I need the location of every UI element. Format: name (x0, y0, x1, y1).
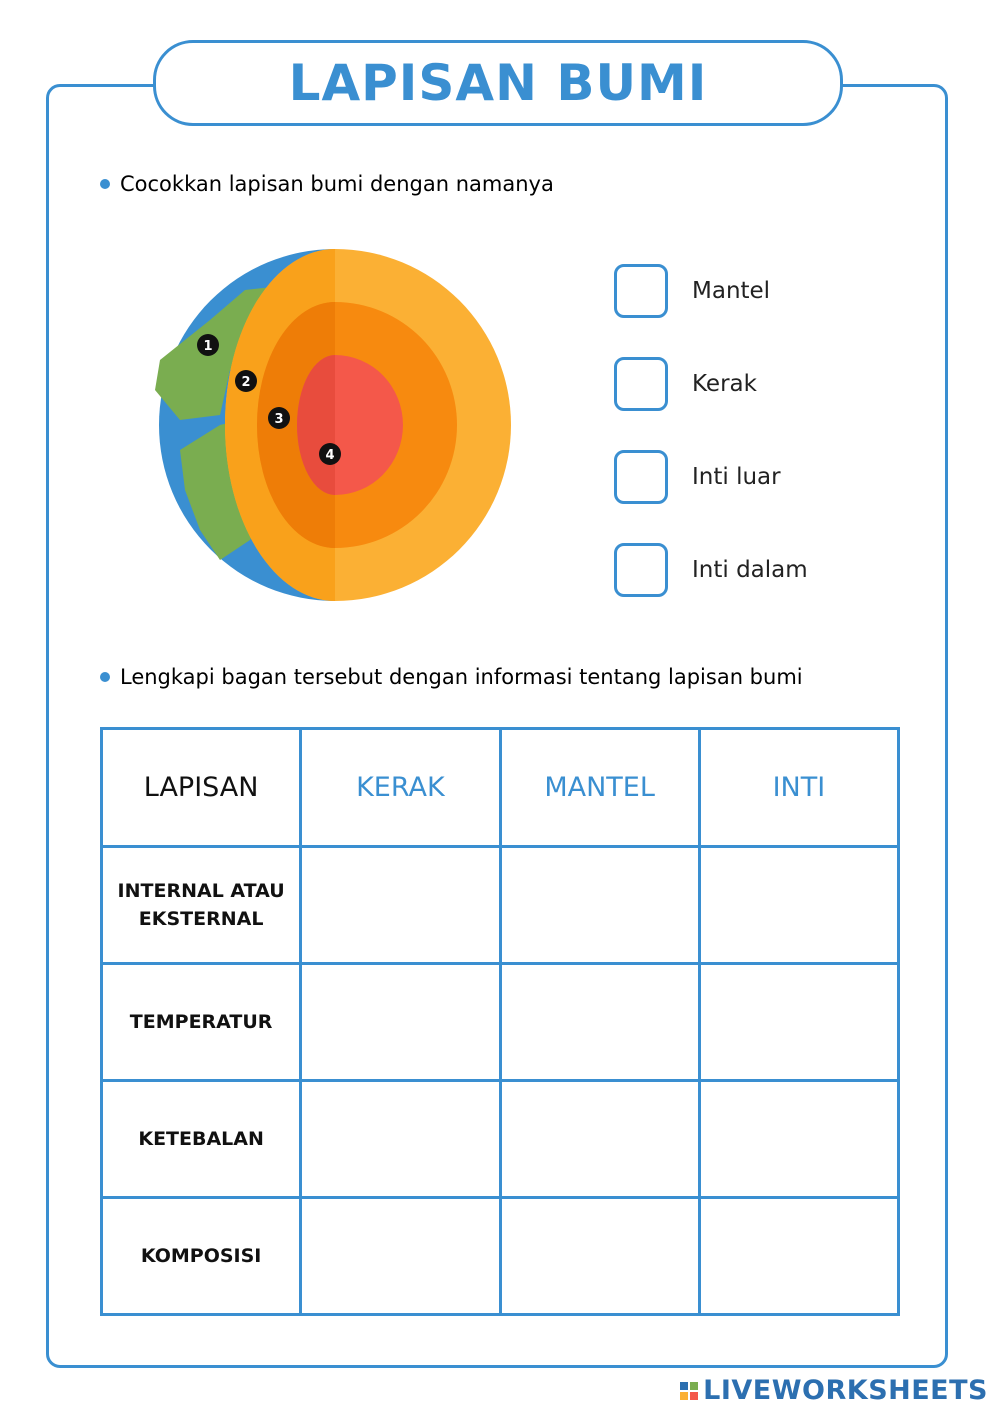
brand-name: LIVEWORKSHEETS (703, 1375, 988, 1406)
marker-3 (268, 407, 290, 429)
marker-2 (235, 370, 257, 392)
row-label-internal-eksternal (102, 847, 301, 964)
answer-cell-kerak-komposisi[interactable] (301, 1198, 500, 1315)
answer-cell-mantel-komposisi[interactable] (500, 1198, 699, 1315)
marker-1 (197, 334, 219, 356)
row-label-line: EKSTERNAL (138, 908, 264, 930)
option-kerak (614, 356, 808, 412)
table-row (102, 847, 899, 964)
row-label-ketebalan: KETEBALAN (102, 1081, 301, 1198)
answer-box-kerak[interactable] (614, 357, 668, 411)
answer-box-mantel[interactable] (614, 264, 668, 318)
svg-text:4: 4 (325, 448, 335, 463)
marker-4 (319, 443, 341, 465)
option-label-kerak: Kerak (692, 371, 757, 397)
answer-cell-mantel-temperatur[interactable] (500, 964, 699, 1081)
instruction-table-text: Lengkapi bagan tersebut dengan informasi tentang lapisan bumi (120, 665, 803, 689)
bullet-icon (100, 672, 110, 682)
svg-text:1: 1 (203, 339, 213, 354)
matching-options (614, 263, 808, 635)
answer-cell-inti-ketebalan[interactable] (699, 1081, 898, 1198)
row-label-line: INTERNAL ATAU (117, 880, 285, 902)
row-label-temperatur: TEMPERATUR (102, 964, 301, 1081)
answer-cell-kerak-internal[interactable] (301, 847, 500, 964)
instruction-matching-text: Cocokkan lapisan bumi dengan namanya (120, 172, 554, 196)
svg-text:2: 2 (241, 375, 251, 390)
answer-box-inti-luar[interactable] (614, 450, 668, 504)
svg-text:3: 3 (274, 412, 284, 427)
option-label-inti-dalam: Inti dalam (692, 557, 808, 583)
instruction-matching (100, 172, 554, 196)
instruction-table (100, 665, 803, 689)
liveworksheets-logo-icon (680, 1382, 698, 1400)
title-banner (153, 40, 843, 126)
option-mantel (614, 263, 808, 319)
table-row (102, 1198, 899, 1315)
option-label-mantel: Mantel (692, 278, 771, 304)
earth-layers-table (100, 727, 900, 1316)
bullet-icon (100, 179, 110, 189)
row-label-komposisi: KOMPOSISI (102, 1198, 301, 1315)
option-label-inti-luar: Inti luar (692, 464, 781, 490)
answer-box-inti-dalam[interactable] (614, 543, 668, 597)
answer-cell-inti-internal[interactable] (699, 847, 898, 964)
answer-cell-inti-temperatur[interactable] (699, 964, 898, 1081)
header-kerak: KERAK (301, 729, 500, 847)
header-lapisan: LAPISAN (102, 729, 301, 847)
table-row (102, 1081, 899, 1198)
answer-cell-kerak-temperatur[interactable] (301, 964, 500, 1081)
liveworksheets-brand (680, 1375, 988, 1406)
answer-cell-kerak-ketebalan[interactable] (301, 1081, 500, 1198)
answer-cell-mantel-ketebalan[interactable] (500, 1081, 699, 1198)
option-inti-luar (614, 449, 808, 505)
header-inti: INTI (699, 729, 898, 847)
table-header-row (102, 729, 899, 847)
earth-layers-diagram (150, 240, 520, 610)
answer-cell-inti-komposisi[interactable] (699, 1198, 898, 1315)
page-title: LAPISAN BUMI (288, 54, 708, 112)
header-mantel: MANTEL (500, 729, 699, 847)
table-row (102, 964, 899, 1081)
option-inti-dalam (614, 542, 808, 598)
answer-cell-mantel-internal[interactable] (500, 847, 699, 964)
